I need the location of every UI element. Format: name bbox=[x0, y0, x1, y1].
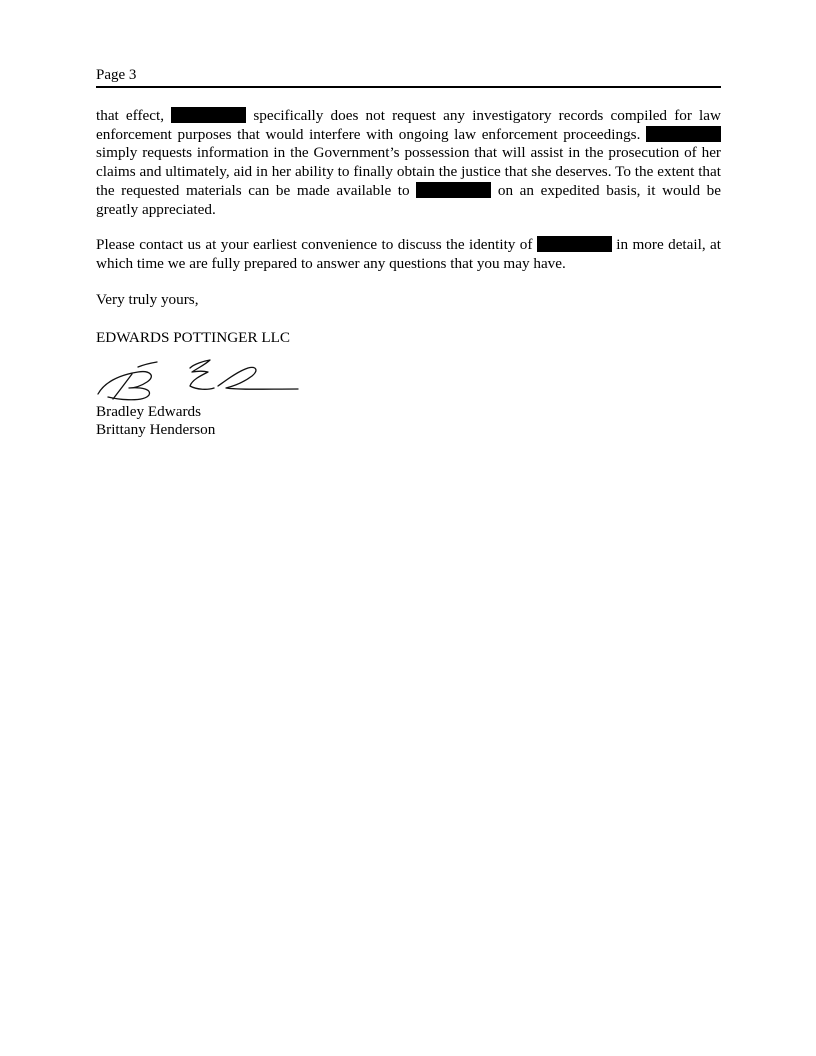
text-run: Please contact us at your earliest convenience to discuss the identity of bbox=[96, 236, 537, 253]
text-run: that effect, bbox=[96, 107, 172, 124]
page-header bbox=[96, 66, 721, 88]
page-number: Page 3 bbox=[96, 67, 137, 83]
redaction-bar bbox=[416, 182, 491, 198]
signatory-name: Brittany Henderson bbox=[96, 421, 216, 438]
text-run: specifically does not request any investigatory records compiled for law enforcement purposes that would interfere with ongoing law enforcement proceedings. bbox=[96, 107, 721, 143]
firm-name: EDWARDS POTTINGER LLC bbox=[96, 329, 291, 346]
text-run: on an expedited basis, it would be greatly appreciated. bbox=[96, 181, 721, 218]
text-run: simply requests information in the Government’s possession that will assist in the prosecution of her claims and ultimately, aid in her ability to finally obtain the justice that she deserves. To the extent that the requested materials can be made available to bbox=[96, 144, 721, 199]
redaction-bar bbox=[171, 107, 246, 123]
redaction-bar bbox=[537, 236, 612, 252]
signatory-name: Bradley Edwards bbox=[96, 403, 202, 420]
redaction-bar bbox=[646, 126, 721, 142]
body-paragraph-1 bbox=[96, 107, 721, 219]
text-run: in more detail, at which time we are fully prepared to answer any questions that you may have. bbox=[96, 236, 721, 272]
body-paragraph-2 bbox=[96, 236, 721, 273]
signature-image bbox=[94, 358, 300, 404]
closing-salutation: Very truly yours, bbox=[96, 291, 199, 308]
